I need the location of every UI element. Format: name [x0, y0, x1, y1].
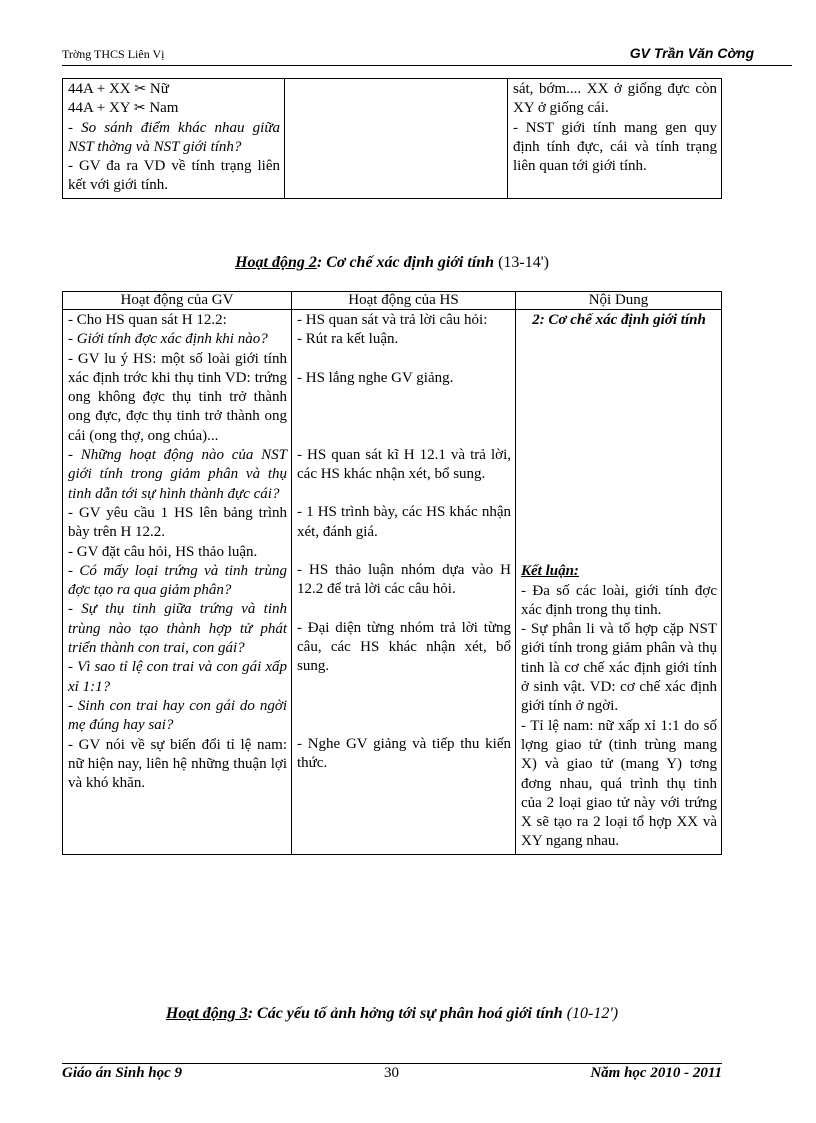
header-divider — [62, 65, 792, 66]
hs-item: - Đại diện từng nhóm trả lời từng câu, các HS khác nhận xét, bổ sung. — [297, 619, 511, 675]
content-text: - NST giới tính mang gen quy định tính đực, cái và tính trạng liên quan tới giới tính. — [513, 119, 717, 175]
footer-left: Giáo án Sinh học 9 — [62, 1065, 183, 1081]
activity-3-title — [0, 1005, 784, 1023]
genotype-male: 44A + XY ✂ Nam — [68, 100, 179, 117]
activity-time: (10-12') — [566, 1005, 619, 1022]
conclusion-item: - Tỉ lệ nam: nữ xấp xỉ 1:1 do số lợng giao tử (tinh trùng mang X) và giao tử (mang Y) tơng đơng nhau, quá trình thụ tinh của 2 loại giao tử này với trứng X sẽ tạo ra 2 loại tổ hợp XX và XY ngang nhau. — [521, 717, 717, 850]
activity-colon: : — [316, 254, 323, 271]
scissors-icon: ✂ — [133, 100, 146, 117]
hs-item: - HS thảo luận nhóm dựa vào H 12.2 để trả lời các câu hỏi. — [297, 562, 511, 598]
gv-question: - So sánh điểm khác nhau giữa NST thờng và NST giới tính? — [68, 119, 280, 155]
footer-right: Năm học 2010 - 2011 — [590, 1065, 722, 1081]
gv-example: - GV đa ra VD về tính trạng liên kết với giới tính. — [68, 158, 280, 194]
hs-item: - Rút ra kết luận. — [297, 331, 399, 348]
hs-item: - Nghe GV giảng và tiếp thu kiến thức. — [297, 735, 511, 771]
col-header-gv: Hoạt động của GV — [63, 292, 292, 310]
gv-item: - Vì sao tỉ lệ con trai và con gái xấp xỉ 1:1? — [68, 659, 287, 695]
hs-activities — [292, 310, 516, 855]
table-row — [63, 310, 722, 855]
gv-item: - Có mấy loại trứng và tinh trùng đợc tạo ra qua giảm phân? — [68, 562, 287, 599]
gv-activities — [63, 310, 292, 855]
hs-item: - HS lắng nghe GV giảng. — [297, 369, 454, 386]
content-text: sát, bớm.... XX ở giống đực còn XY ở giống cái. — [513, 81, 717, 117]
page-number: 30 — [384, 1065, 399, 1081]
activity-colon: : — [247, 1005, 254, 1022]
gv-item: - GV yêu cầu 1 HS lên bảng trình bày trên H 12.2. — [68, 504, 287, 541]
activity-label: Hoạt động 2 — [235, 254, 317, 271]
gv-item: - Những hoạt động nào của NST giới tính trong giảm phân và thụ tinh dẫn tới sự hình thành đực cái? — [68, 447, 287, 502]
header-teacher: GV Trần Văn Cờng — [629, 45, 754, 61]
footer-divider — [62, 1063, 722, 1064]
gv-item: - GV đặt câu hỏi, HS thảo luận. — [68, 543, 258, 560]
header-school: Trờng THCS Liên Vị — [62, 47, 165, 61]
hs-cell — [285, 79, 508, 199]
gv-item: - Giới tính đợc xác định khi nào? — [68, 331, 268, 348]
conclusion-item: - Sự phân li và tổ hợp cặp NST giới tính trong giảm phân và thụ tinh là cơ chế xác định giới tính ở sinh vật. VD: cơ chế xác định giới tính ở ngời. — [521, 621, 717, 715]
content-heading: 2: Cơ chế xác định giới tính — [532, 312, 706, 328]
activity-heading: Các yếu tố ảnh hởng tới sự phân hoá giới tính — [257, 1005, 563, 1022]
content-cell — [508, 79, 722, 199]
continuation-table — [62, 78, 722, 199]
activity-heading: Cơ chế xác định giới tính — [326, 254, 495, 271]
genotype-female: 44A + XX ✂ Nữ — [68, 81, 169, 97]
table-row — [63, 79, 722, 199]
hs-item: - HS quan sát kĩ H 12.1 và trả lời, các HS khác nhận xét, bổ sung. — [297, 446, 511, 483]
conclusion-item: - Đa số các loài, giới tính đợc xác định trong thụ tinh. — [521, 582, 717, 618]
content-spacer — [521, 330, 717, 562]
activity-label: Hoạt động 3 — [165, 1005, 248, 1022]
gv-item: - GV nói về sự biến đổi tỉ lệ nam: nữ hiện nay, liên hệ những thuận lợi và khó khăn. — [68, 736, 287, 792]
conclusion-label: Kết luận: — [521, 563, 579, 580]
hs-item: - HS quan sát và trả lời câu hỏi: — [297, 312, 488, 328]
gv-item: - Sự thụ tinh giữa trứng và tinh trùng nào tạo thành hợp tử phát triển thành con trai, con gái? — [68, 601, 287, 657]
activity-time: (13-14') — [498, 254, 549, 271]
activity-2-table — [62, 291, 722, 855]
gv-item: - Sinh con trai hay con gái do ngời mẹ đúng hay sai? — [68, 697, 287, 734]
gv-cell — [63, 79, 285, 199]
col-header-hs: Hoạt động của HS — [292, 292, 516, 310]
gv-item: - GV lu ý HS: một số loài giới tính xác định trớc khi thụ tinh VD: trứng ong không đợc thụ tinh trở thành ong đực, đợc thụ tinh trở thành ong cái (ong thợ, ong chúa)... — [68, 350, 287, 444]
activity-2-title — [0, 254, 784, 272]
hs-item: - 1 HS trình bày, các HS khác nhận xét, đánh giá. — [297, 504, 511, 540]
scissors-icon: ✂ — [134, 81, 147, 97]
col-header-content: Nội Dung — [516, 292, 722, 310]
gv-item: - Cho HS quan sát H 12.2: — [68, 312, 227, 328]
content-column — [516, 310, 722, 855]
table-header-row — [63, 292, 722, 310]
